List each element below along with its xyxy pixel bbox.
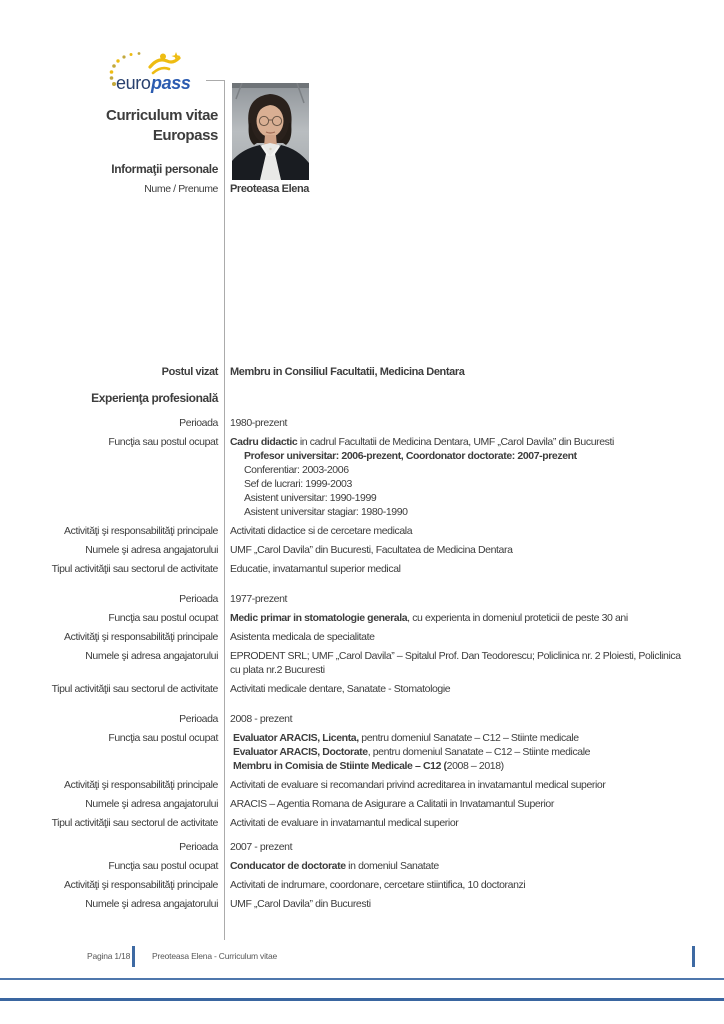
functia-rest-text: in domeniul Sanatate bbox=[345, 860, 439, 872]
postul-vizat-label: Postul vizat bbox=[161, 366, 218, 378]
profile-photo bbox=[232, 83, 309, 180]
footer-doc-title: Preoteasa Elena - Curriculum vitae bbox=[152, 951, 278, 961]
functia-line bbox=[230, 745, 590, 759]
empty-spacer bbox=[0, 201, 724, 365]
tipul-value: Educatie, invatamantul superior medical bbox=[230, 563, 401, 575]
functia-label: Funcţia sau postul ocupat bbox=[108, 436, 218, 448]
numele-value: UMF „Carol Davila” din Bucuresti, Facultatea de Medicina Dentara bbox=[230, 544, 513, 556]
activitati-label: Activităţi şi responsabilităţi principale bbox=[63, 525, 218, 537]
functia-subline: Conferentiar: 2003-2006 bbox=[244, 464, 349, 476]
column-divider-notch bbox=[206, 80, 224, 81]
tipul-label: Tipul activităţii sau sectorul de activitate bbox=[51, 563, 218, 575]
perioada-value: 1977-prezent bbox=[230, 593, 288, 605]
functia-rest-text: , cu experienta in domeniul proteticii de peste 30 ani bbox=[407, 612, 628, 624]
column-divider bbox=[224, 80, 225, 940]
activitati-label: Activităţi şi responsabilităţi principale bbox=[63, 879, 218, 891]
europass-logo bbox=[106, 50, 218, 96]
perioada-label: Perioada bbox=[179, 593, 218, 605]
tipul-label: Tipul activităţii sau sectorul de activitate bbox=[51, 817, 218, 829]
functia-line bbox=[230, 759, 590, 773]
functia-subline: Sef de lucrari: 1999-2003 bbox=[244, 478, 352, 490]
perioada-value: 2007 - prezent bbox=[230, 841, 293, 853]
functia-label: Funcţia sau postul ocupat bbox=[108, 612, 218, 624]
europass-star-icon bbox=[150, 52, 181, 73]
perioada-label: Perioada bbox=[179, 841, 218, 853]
functia-label: Funcţia sau postul ocupat bbox=[108, 732, 218, 744]
numele-label: Numele şi adresa angajatorului bbox=[85, 650, 218, 662]
tipul-label: Tipul activităţii sau sectorul de activitate bbox=[51, 683, 218, 695]
functia-bold-text: Conducator de doctorate bbox=[230, 860, 346, 872]
functia-subline: Profesor universitar: 2006-prezent, Coordonator doctorate: 2007-prezent bbox=[244, 450, 577, 462]
numele-label: Numele şi adresa angajatorului bbox=[85, 898, 218, 910]
name-label: Nume / Prenume bbox=[144, 183, 218, 195]
functia-rest-text: 2008 – 2018) bbox=[446, 760, 504, 772]
functia-bold-text: Evaluator ARACIS, Doctorate bbox=[233, 746, 368, 758]
numele-value: UMF „Carol Davila” din Bucuresti bbox=[230, 898, 371, 910]
section-experienta-profesionala: Experienţa profesională bbox=[91, 391, 218, 405]
logo-text-pass: pass bbox=[151, 73, 191, 93]
functia-value bbox=[230, 611, 628, 625]
name-value: Preoteasa Elena bbox=[230, 183, 309, 195]
activitati-value: Activitati didactice si de cercetare medicala bbox=[230, 525, 413, 537]
activitati-value: Activitati de evaluare si recomandari privind acreditarea in invatamantul medical superior bbox=[230, 779, 606, 791]
activitati-label: Activităţi şi responsabilităţi principale bbox=[63, 631, 218, 643]
functia-bold-text: Evaluator ARACIS, Licenta, bbox=[233, 732, 359, 744]
activitati-value: Activitati de indrumare, coordonare, cercetare stiintifica, 10 doctoranzi bbox=[230, 879, 526, 891]
footer-accent-bar-right bbox=[692, 946, 695, 967]
footer-accent-bar-left bbox=[132, 946, 135, 967]
functia-rest-text: in cadrul Facultatii de Medicina Dentara, UMF „Carol Davila” din Bucuresti bbox=[297, 436, 614, 448]
functia-bold-text: Cadru didactic bbox=[230, 436, 298, 448]
tipul-value: Activitati de evaluare in invatamantul medical superior bbox=[230, 817, 459, 829]
page-title-line-2: Europass bbox=[152, 127, 218, 144]
activitati-label: Activităţi şi responsabilităţi principale bbox=[63, 779, 218, 791]
functia-bold-text: Medic primar in stomatologie generala bbox=[230, 612, 408, 624]
perioada-label: Perioada bbox=[179, 417, 218, 429]
numele-value: ARACIS – Agentia Romana de Asigurare a Calitatii in Invatamantul Superior bbox=[230, 798, 554, 810]
functia-line bbox=[230, 731, 590, 745]
functia-value bbox=[230, 731, 590, 773]
page-break-line-top bbox=[0, 978, 724, 980]
tipul-value: Activitati medicale dentare, Sanatate - Stomatologie bbox=[230, 683, 451, 695]
postul-vizat-value: Membru in Consiliul Facultatii, Medicina Dentara bbox=[230, 366, 465, 378]
page-break-line-bottom bbox=[0, 998, 724, 1001]
page-title bbox=[0, 106, 218, 146]
functia-value bbox=[230, 435, 614, 519]
perioada-label: Perioada bbox=[179, 713, 218, 725]
numele-value: EPRODENT SRL; UMF „Carol Davila” – Spitalul Prof. Dan Teodorescu; Policlinica nr. 2 Ploiesti, Policlinica cu plata nr.2 Bucuresti bbox=[230, 650, 681, 676]
perioada-value: 1980-prezent bbox=[230, 417, 288, 429]
numele-label: Numele şi adresa angajatorului bbox=[85, 798, 218, 810]
activitati-value: Asistenta medicala de specialitate bbox=[230, 631, 375, 643]
logo-text-euro: euro bbox=[116, 73, 151, 93]
section-informatii-personale: Informaţii personale bbox=[111, 162, 218, 176]
functia-rest-text: , pentru domeniul Sanatate – C12 – Stiinte medicale bbox=[367, 746, 591, 758]
footer-page-number: Pagina 1/18 bbox=[87, 951, 131, 961]
functia-label: Funcţia sau postul ocupat bbox=[108, 860, 218, 872]
functia-subline: Asistent universitar stagiar: 1980-1990 bbox=[244, 506, 408, 518]
functia-rest-text: pentru domeniul Sanatate – C12 – Stiinte medicale bbox=[358, 732, 579, 744]
functia-subline: Asistent universitar: 1990-1999 bbox=[244, 492, 377, 504]
functia-bold-text: Membru in Comisia de Stiinte Medicale – C12 ( bbox=[233, 760, 447, 772]
numele-label: Numele şi adresa angajatorului bbox=[85, 544, 218, 556]
perioada-value: 2008 - prezent bbox=[230, 713, 293, 725]
functia-value bbox=[230, 859, 439, 873]
functia-line bbox=[230, 435, 614, 449]
page-title-line-1: Curriculum vitae bbox=[106, 107, 218, 124]
